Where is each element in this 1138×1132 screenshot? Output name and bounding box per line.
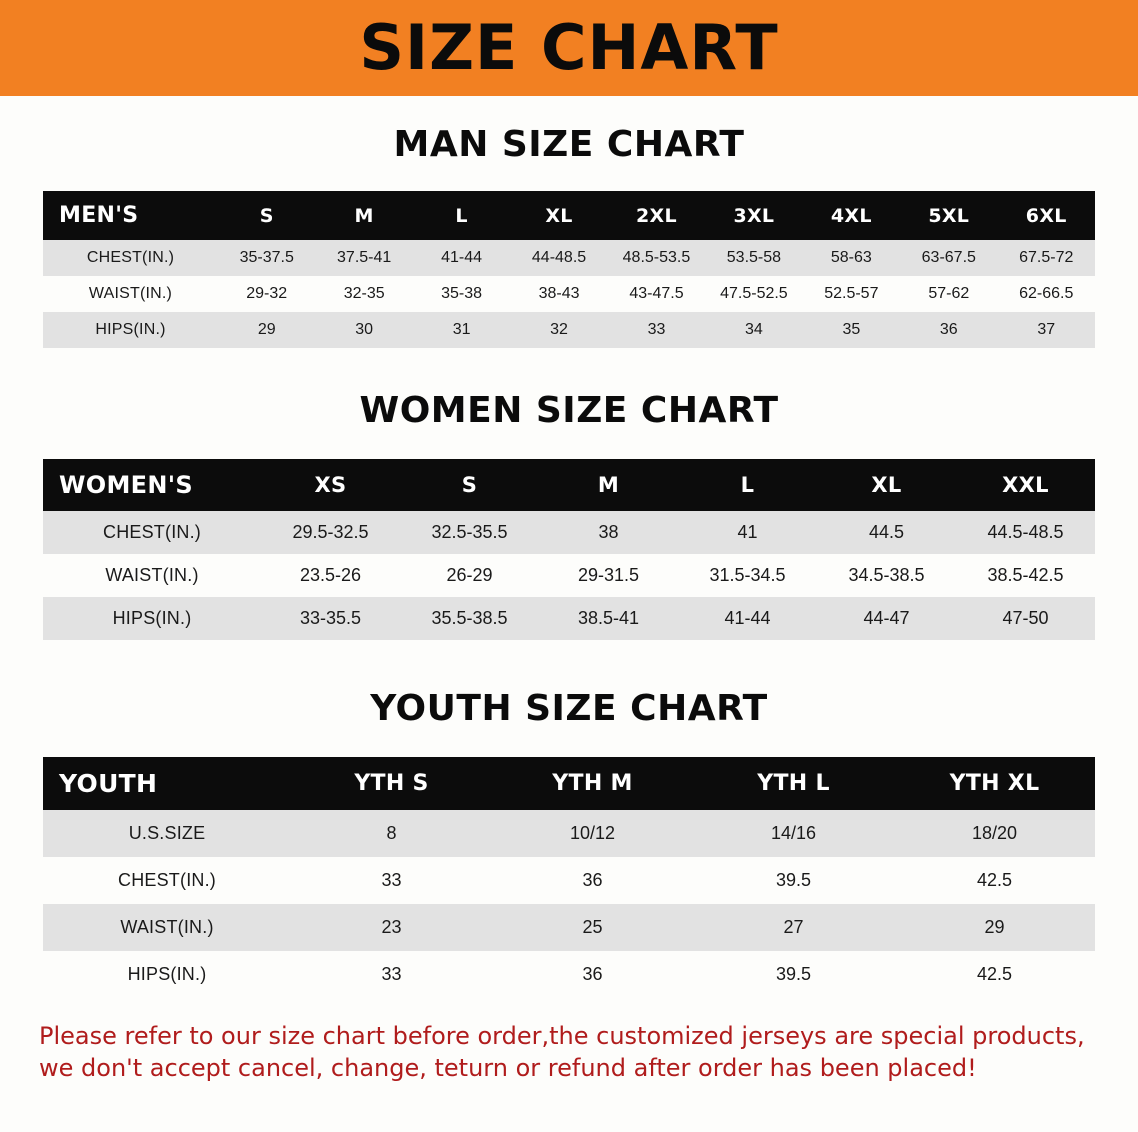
row-label: WAIST(IN.) <box>43 904 291 951</box>
note-line-1: Please refer to our size chart before order,the customized jerseys are special products, <box>39 1022 1085 1050</box>
table-cell: 44.5 <box>817 511 956 554</box>
table-cell: 39.5 <box>693 857 894 904</box>
man-section-heading: MAN SIZE CHART <box>393 124 745 165</box>
table-cell: 29-31.5 <box>539 554 678 597</box>
column-header: XL <box>510 191 607 240</box>
table-cell: 44-48.5 <box>510 240 607 276</box>
row-label: HIPS(IN.) <box>43 312 218 348</box>
youth-size-table <box>43 757 1095 998</box>
man-size-table-wrapper <box>43 191 1095 348</box>
column-header: 2XL <box>608 191 705 240</box>
table-cell: 33-35.5 <box>261 597 400 640</box>
table-cell: 37.5-41 <box>315 240 412 276</box>
table-cell: 29-32 <box>218 276 315 312</box>
table-cell: 29.5-32.5 <box>261 511 400 554</box>
column-header: 5XL <box>900 191 997 240</box>
table-cell: 33 <box>608 312 705 348</box>
table-cell: 36 <box>492 857 693 904</box>
women-section-heading: WOMEN SIZE CHART <box>359 390 779 431</box>
table-cell: 8 <box>291 810 492 857</box>
column-header: 4XL <box>803 191 900 240</box>
column-header: YTH S <box>291 757 492 810</box>
table-cell: 26-29 <box>400 554 539 597</box>
table-cell: 38 <box>539 511 678 554</box>
row-label: WAIST(IN.) <box>43 276 218 312</box>
table-cell: 67.5-72 <box>998 240 1096 276</box>
column-header: YTH M <box>492 757 693 810</box>
page-title: SIZE CHART <box>359 11 779 84</box>
table-cell: 25 <box>492 904 693 951</box>
table-cell: 41-44 <box>413 240 510 276</box>
table-cell: 35.5-38.5 <box>400 597 539 640</box>
table-cell: 44.5-48.5 <box>956 511 1095 554</box>
table-header-row <box>43 459 1095 511</box>
table-cell: 44-47 <box>817 597 956 640</box>
column-header: S <box>218 191 315 240</box>
table-row <box>43 276 1095 312</box>
column-header: MEN'S <box>43 191 218 240</box>
table-cell: 29 <box>894 904 1095 951</box>
table-row <box>43 597 1095 640</box>
table-cell: 47-50 <box>956 597 1095 640</box>
table-cell: 36 <box>900 312 997 348</box>
table-cell: 38-43 <box>510 276 607 312</box>
table-cell: 42.5 <box>894 857 1095 904</box>
table-cell: 47.5-52.5 <box>705 276 802 312</box>
youth-size-table-wrapper <box>43 757 1095 998</box>
table-cell: 32-35 <box>315 276 412 312</box>
youth-section-heading: YOUTH SIZE CHART <box>370 688 768 729</box>
table-cell: 35-37.5 <box>218 240 315 276</box>
column-header: YTH XL <box>894 757 1095 810</box>
table-cell: 35 <box>803 312 900 348</box>
table-header-row <box>43 757 1095 810</box>
table-cell: 58-63 <box>803 240 900 276</box>
column-header: XL <box>817 459 956 511</box>
table-cell: 31.5-34.5 <box>678 554 817 597</box>
row-label: CHEST(IN.) <box>43 511 261 554</box>
table-cell: 52.5-57 <box>803 276 900 312</box>
table-row <box>43 904 1095 951</box>
table-cell: 27 <box>693 904 894 951</box>
column-header: L <box>413 191 510 240</box>
table-cell: 35-38 <box>413 276 510 312</box>
table-row <box>43 857 1095 904</box>
column-header: L <box>678 459 817 511</box>
table-cell: 36 <box>492 951 693 998</box>
table-row <box>43 554 1095 597</box>
table-cell: 23 <box>291 904 492 951</box>
note-line-2: we don't accept cancel, change, teturn or refund after order has been placed! <box>39 1054 977 1083</box>
row-label: HIPS(IN.) <box>43 951 291 998</box>
table-cell: 34 <box>705 312 802 348</box>
table-cell: 18/20 <box>894 810 1095 857</box>
table-cell: 31 <box>413 312 510 348</box>
table-cell: 38.5-42.5 <box>956 554 1095 597</box>
column-header: XS <box>261 459 400 511</box>
table-header-row <box>43 191 1095 240</box>
women-size-table <box>43 459 1095 640</box>
table-cell: 41-44 <box>678 597 817 640</box>
row-label: CHEST(IN.) <box>43 857 291 904</box>
column-header: YTH L <box>693 757 894 810</box>
table-cell: 53.5-58 <box>705 240 802 276</box>
table-cell: 32 <box>510 312 607 348</box>
table-cell: 48.5-53.5 <box>608 240 705 276</box>
table-cell: 32.5-35.5 <box>400 511 539 554</box>
table-cell: 33 <box>291 951 492 998</box>
table-cell: 34.5-38.5 <box>817 554 956 597</box>
size-chart-banner <box>0 0 1138 96</box>
table-cell: 42.5 <box>894 951 1095 998</box>
table-cell: 33 <box>291 857 492 904</box>
row-label: CHEST(IN.) <box>43 240 218 276</box>
table-row <box>43 240 1095 276</box>
column-header: 3XL <box>705 191 802 240</box>
table-cell: 23.5-26 <box>261 554 400 597</box>
row-label: U.S.SIZE <box>43 810 291 857</box>
table-cell: 41 <box>678 511 817 554</box>
table-cell: 57-62 <box>900 276 997 312</box>
column-header: M <box>315 191 412 240</box>
column-header: YOUTH <box>43 757 291 810</box>
table-row <box>43 810 1095 857</box>
table-row <box>43 511 1095 554</box>
table-cell: 43-47.5 <box>608 276 705 312</box>
column-header: WOMEN'S <box>43 459 261 511</box>
table-cell: 14/16 <box>693 810 894 857</box>
column-header: S <box>400 459 539 511</box>
table-cell: 39.5 <box>693 951 894 998</box>
column-header: M <box>539 459 678 511</box>
man-size-table <box>43 191 1095 348</box>
table-cell: 62-66.5 <box>998 276 1096 312</box>
row-label: HIPS(IN.) <box>43 597 261 640</box>
table-cell: 63-67.5 <box>900 240 997 276</box>
order-policy-note <box>39 1020 1099 1085</box>
table-cell: 10/12 <box>492 810 693 857</box>
table-cell: 30 <box>315 312 412 348</box>
table-row <box>43 951 1095 998</box>
table-cell: 29 <box>218 312 315 348</box>
table-cell: 38.5-41 <box>539 597 678 640</box>
row-label: WAIST(IN.) <box>43 554 261 597</box>
table-row <box>43 312 1095 348</box>
women-size-table-wrapper <box>43 459 1095 640</box>
column-header: XXL <box>956 459 1095 511</box>
table-cell: 37 <box>998 312 1096 348</box>
column-header: 6XL <box>998 191 1096 240</box>
